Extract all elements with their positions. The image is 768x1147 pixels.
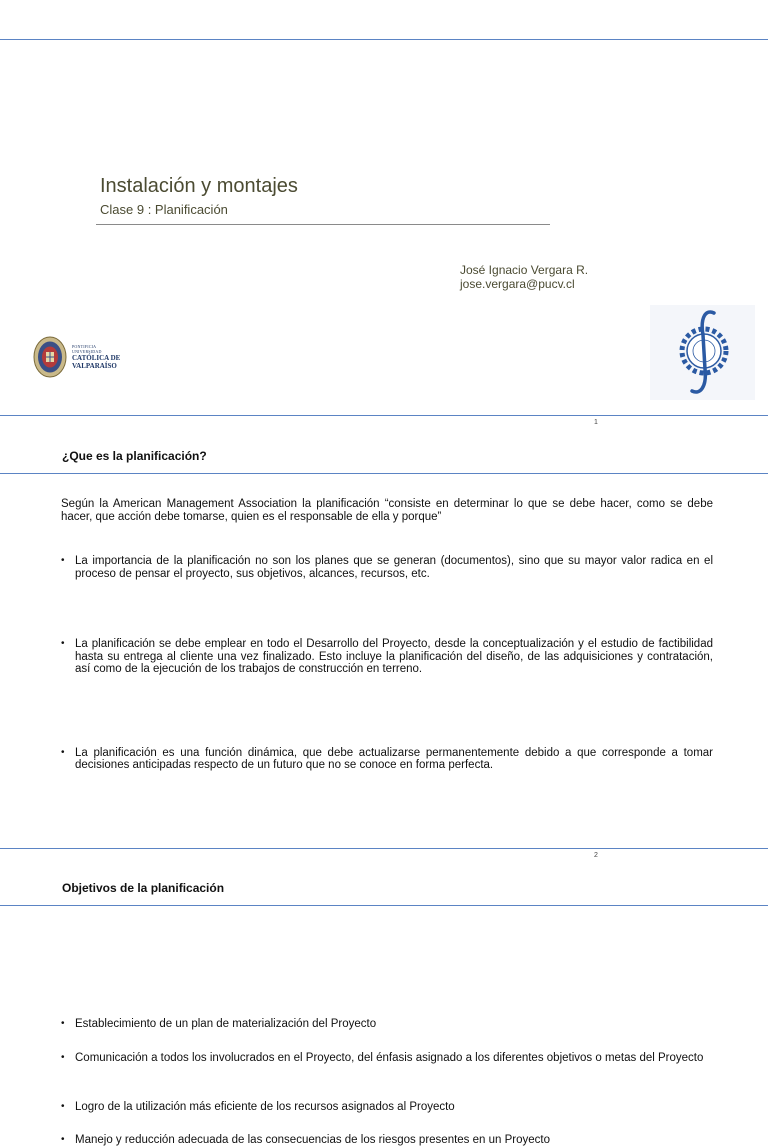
list-item-text: Logro de la utilización más eficiente de los recursos asignados al Proyecto bbox=[75, 1100, 455, 1113]
presentation-title: Instalación y montajes bbox=[100, 175, 298, 197]
bullet-icon: • bbox=[61, 1100, 65, 1112]
logo-text-line: CATÓLICA DE bbox=[72, 354, 121, 362]
page-number: 1 bbox=[594, 419, 598, 426]
list-item-text: La importancia de la planificación no son los planes que se generan (documentos), sino que su mayor valor radica en el proceso de pensar el proyecto, sus objetivos, alcances, recursos, etc. bbox=[75, 555, 713, 580]
presentation-subtitle: Clase 9 : Planificación bbox=[100, 202, 228, 217]
slide-heading: Objetivos de la planificación bbox=[62, 881, 225, 895]
bullet-icon: • bbox=[61, 555, 65, 566]
list-item bbox=[61, 1052, 713, 1065]
intro-paragraph: Según la American Management Association la planificación “consiste en determinar lo que se debe hacer, como se debe hacer, que acción debe tomarse, quien es el responsable de ella y porque” bbox=[61, 498, 713, 523]
university-seal-icon bbox=[32, 335, 68, 379]
school-gear-integral-icon bbox=[650, 305, 755, 400]
header-underline-slide2 bbox=[0, 473, 768, 474]
list-item-text: Establecimiento de un plan de materialización del Proyecto bbox=[75, 1017, 377, 1030]
university-logo-text bbox=[72, 344, 120, 370]
logo-text-line: VALPARAÍSO bbox=[72, 362, 117, 370]
bullet-icon: • bbox=[61, 1017, 65, 1029]
list-item-text: Manejo y reducción adecuada de las consecuencias de los riesgos presentes en un Proyecto bbox=[75, 1134, 550, 1146]
bullet-icon: • bbox=[61, 746, 65, 758]
header-underline-slide3 bbox=[0, 905, 768, 906]
list-item bbox=[61, 638, 713, 676]
list-item bbox=[61, 1101, 713, 1114]
logo-text-line: UNIVERSIDAD bbox=[72, 349, 102, 354]
list-item bbox=[61, 555, 713, 580]
bullet-icon: • bbox=[61, 1052, 65, 1063]
slide-separator-1 bbox=[0, 415, 768, 416]
list-item-text: Comunicación a todos los involucrados en el Proyecto, del énfasis asignado a los diferentes objetivos o metas del Proyecto bbox=[75, 1052, 704, 1064]
school-logo bbox=[650, 305, 755, 400]
list-item-text: La planificación se debe emplear en todo el Desarrollo del Proyecto, desde la conceptualización y el estudio de factibilidad hasta su entrega al cliente una vez finalizado. Esto incluye la planificación del diseño, de las adquisiciones y contratación, así como de la ejecución de los trabajos de construcción en terreno. bbox=[75, 638, 713, 675]
slide-separator-2 bbox=[0, 848, 768, 849]
author-email[interactable]: jose.vergara@pucv.cl bbox=[460, 277, 575, 291]
logo-text-line: PONTIFICIA bbox=[72, 344, 97, 349]
author-name: José Ignacio Vergara R. bbox=[460, 263, 589, 277]
page-number: 2 bbox=[594, 852, 598, 859]
bullet-icon: • bbox=[61, 638, 65, 649]
list-item bbox=[61, 1018, 713, 1031]
list-item-text: La planificación es una función dinámica, que debe actualizarse permanentemente debido a que corresponde a tomar decisiones anticipadas respecto de un futuro que no se conoce en forma perfecta. bbox=[75, 746, 713, 771]
title-underline bbox=[96, 224, 550, 225]
list-item bbox=[61, 747, 713, 772]
university-logo bbox=[32, 334, 120, 380]
list-item bbox=[61, 1134, 713, 1147]
bullet-icon: • bbox=[61, 1134, 65, 1145]
slide-separator-top bbox=[0, 39, 768, 40]
slide-heading: ¿Que es la planificación? bbox=[62, 449, 207, 463]
